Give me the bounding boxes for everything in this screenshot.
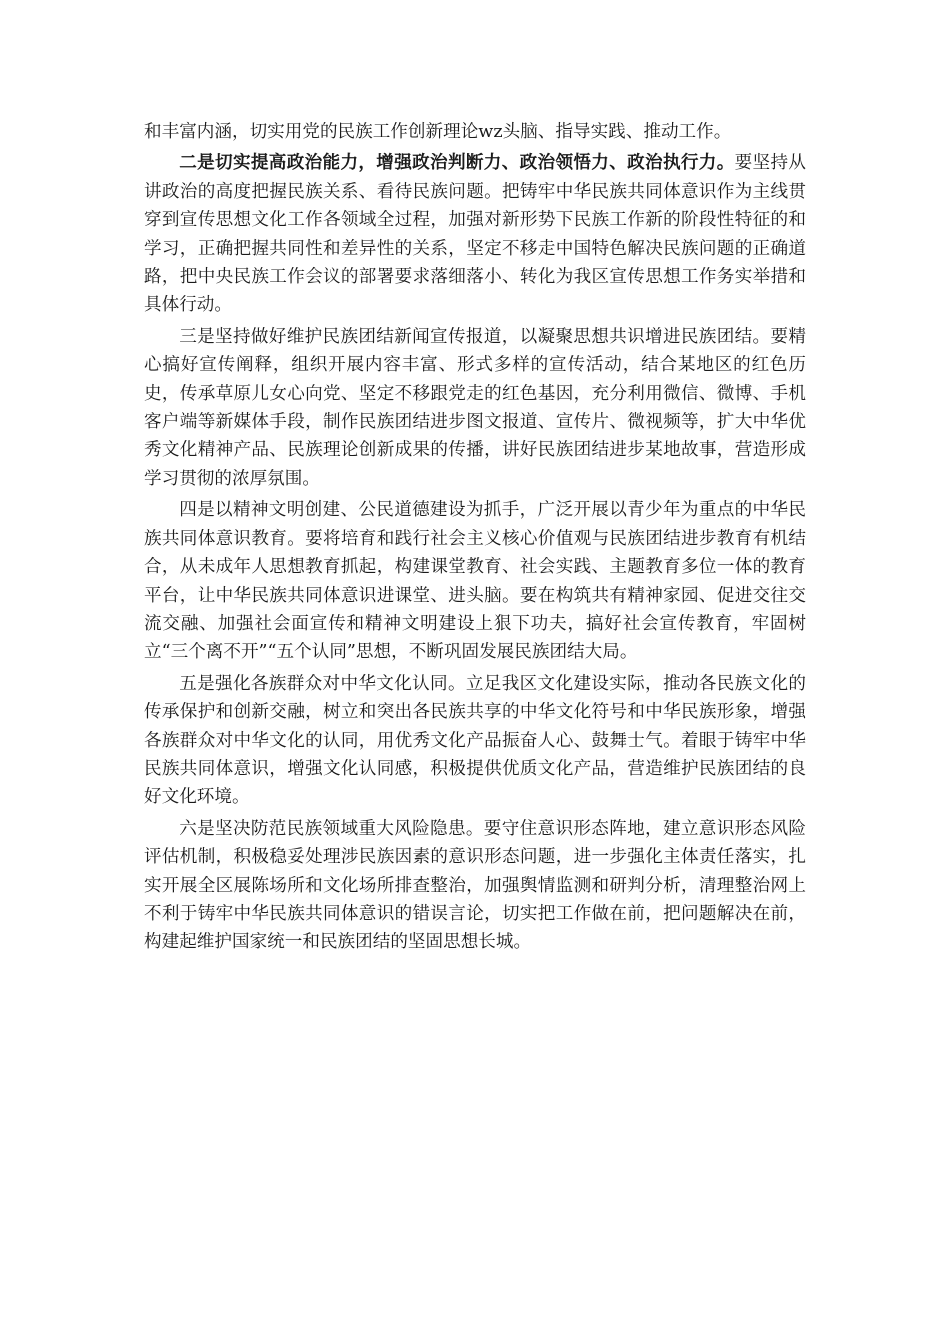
paragraph-political-ability xyxy=(144,149,806,319)
paragraph-lead-bold: 二是切实提高政治能力，增强政治判断力、政治领悟力、政治执行力。 xyxy=(179,153,735,174)
paragraph-culture-identity xyxy=(144,670,806,812)
paragraph-civilization-education xyxy=(144,496,806,666)
paragraph-continuation xyxy=(144,118,806,146)
paragraph-text: 要坚持从讲政治的高度把握民族关系、看待民族问题。把铸牢中华民族共同体意识作为主线贯穿到宣传思想文化工作各领域全过程，加强对新形势下民族工作新的阶段性特征的和学习，正确把握共同性和差异性的关系，坚定不移走中国特色解决民族问题的正确道路，把中央民族工作会议的部署要求落细落小、转化为我区宣传思想工作务实举措和具体行动。 xyxy=(144,153,806,316)
paragraph-text: 六是坚决防范民族领域重大风险隐患。要守住意识形态阵地，建立意识形态风险评估机制，积极稳妥处理涉民族因素的意识形态问题，进一步强化主体责任落实，扎实开展全区展陈场所和文化场所排查整治，加强舆情监测和研判分析，清理整治网上不利于铸牢中华民族共同体意识的错误言论，切实把工作做在前，把问题解决在前，构建起维护国家统一和民族团结的坚固思想长城。 xyxy=(144,818,806,953)
paragraph-risk-prevention xyxy=(144,815,806,957)
paragraph-text: 三是坚持做好维护民族团结新闻宣传报道，以凝聚思想共识增进民族团结。要精心搞好宣传阐释，组织开展内容丰富、形式多样的宣传活动，结合某地区的红色历史，传承草原儿女心向党、坚定不移跟党走的红色基因，充分利用微信、微博、手机客户端等新媒体手段，制作民族团结进步图文报道、宣传片、微视频等，扩大中华优秀文化精神产品、民族理论创新成果的传播，讲好民族团结进步某地故事，营造形成学习贯彻的浓厚氛围。 xyxy=(144,326,806,489)
paragraph-news-publicity xyxy=(144,323,806,493)
paragraph-text: 和丰富内涵，切实用党的民族工作创新理论wz头脑、指导实践、推动工作。 xyxy=(144,122,732,142)
paragraph-text: 四是以精神文明创建、公民道德建设为抓手，广泛开展以青少年为重点的中华民族共同体意识教育。要将培育和践行社会主义核心价值观与民族团结进步教育有机结合，从未成年人思想教育抓起，构建课堂教育、社会实践、主题教育多位一体的教育平台，让中华民族共同体意识进课堂、进头脑。要在构筑共有精神家园、促进交往交流交融、加强社会面宣传和精神文明建设上狠下功夫，搞好社会宣传教育，牢固树立“三个离不开”“五个认同”思想，不断巩固发展民族团结大局。 xyxy=(144,500,806,663)
paragraph-text: 五是强化各族群众对中华文化认同。立足我区文化建设实际，推动各民族文化的传承保护和创新交融，树立和突出各民族共享的中华文化符号和中华民族形象，增强各族群众对中华文化的认同，用优秀文化产品振奋人心、鼓舞士气。着眼于铸牢中华民族共同体意识，增强文化认同感，积极提供优质文化产品，营造维护民族团结的良好文化环境。 xyxy=(144,673,806,808)
document-page xyxy=(144,118,806,960)
